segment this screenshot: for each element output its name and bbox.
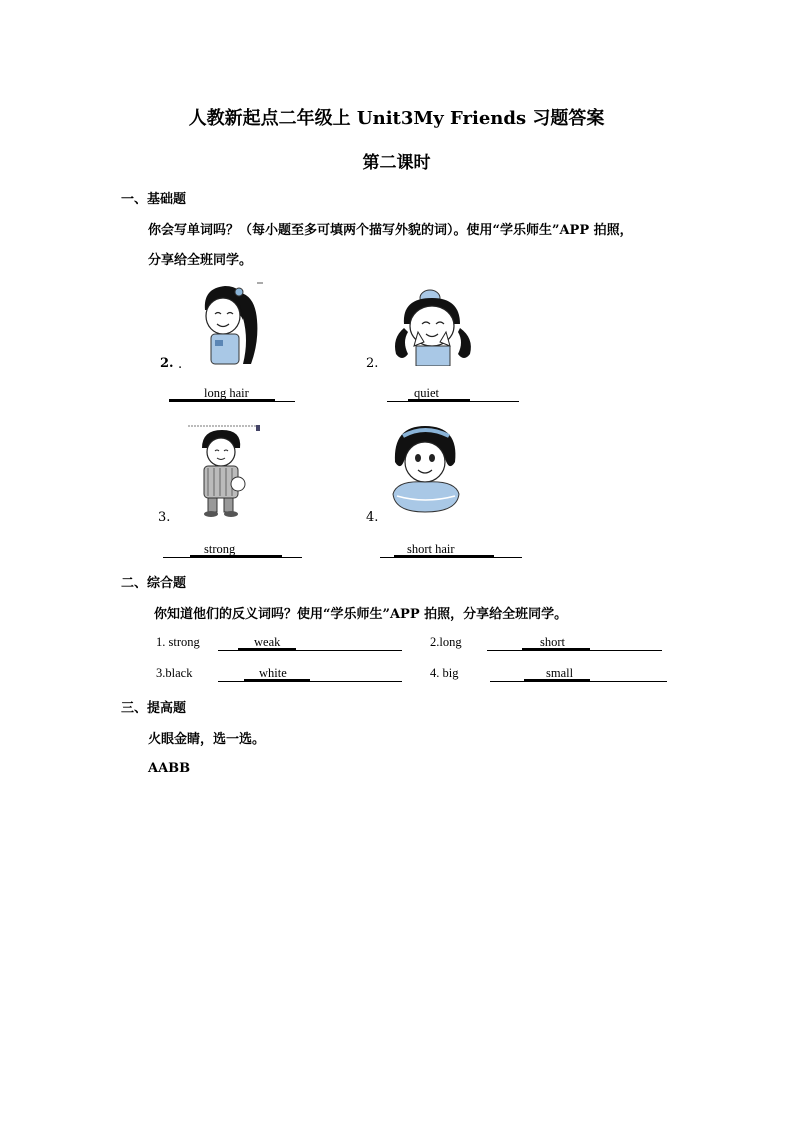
item3-number: 3.	[158, 510, 171, 525]
girl-short-hair-picture	[385, 422, 467, 516]
item3-answer: strong	[204, 542, 236, 556]
boy-sweater-picture	[186, 424, 262, 518]
item4-number: 4.	[366, 510, 379, 525]
section3-heading: 三、提高题	[121, 701, 187, 716]
pair3-answer: white	[259, 666, 287, 680]
section1-instruction-line1: 你会写单词吗？（每小题至多可填两个描写外貌的词）。使用“学乐师生”APP 拍照，	[148, 223, 633, 238]
pair1-answer: weak	[254, 635, 281, 649]
pair2-word: 2.long	[430, 635, 462, 649]
pair4-word: 4. big	[430, 666, 459, 680]
item1-answer: long hair	[204, 386, 249, 400]
page-title: 人教新起点二年级上 Unit3My Friends 习题答案	[188, 108, 605, 129]
girl-pigtails-picture	[388, 284, 480, 366]
section1-instruction-line2: 分享给全班同学。	[148, 253, 253, 268]
item4-answer: short hair	[407, 542, 455, 556]
item1-number: 2.	[160, 356, 174, 371]
section2-heading: 二、综合题	[121, 576, 187, 591]
girl-ponytail-picture	[185, 280, 265, 366]
section3-answer: AABB	[148, 761, 191, 776]
section3-instruction: 火眼金睛，选一选。	[148, 732, 266, 747]
pair2-answer: short	[540, 635, 565, 649]
item1-dot: .	[178, 357, 183, 372]
pair4-answer: small	[546, 666, 574, 680]
section2-instruction: 你知道他们的反义词吗？使用“学乐师生”APP 拍照，分享给全班同学。	[154, 607, 568, 622]
pair1-word: 1. strong	[156, 635, 200, 649]
item2-number: 2.	[366, 356, 379, 371]
pair3-word: 3.black	[156, 666, 193, 680]
section1-heading: 一、基础题	[121, 192, 187, 207]
item2-answer: quiet	[414, 386, 439, 400]
page-subtitle: 第二课时	[362, 153, 431, 173]
